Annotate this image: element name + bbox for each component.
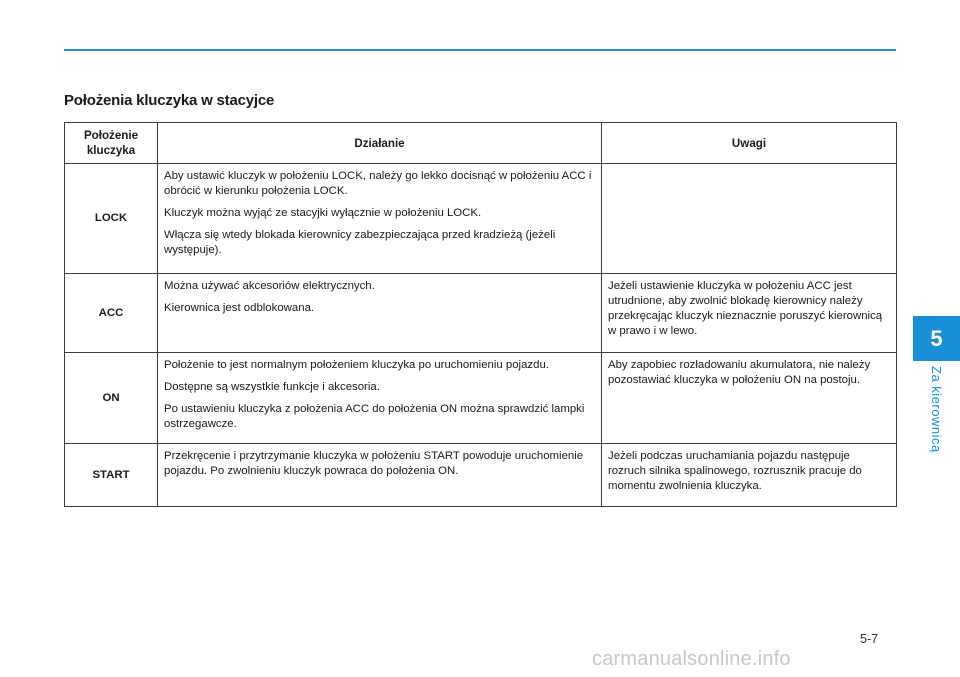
notes-cell bbox=[602, 444, 897, 507]
notes-cell bbox=[602, 274, 897, 353]
column-header-notes: Uwagi bbox=[602, 123, 897, 164]
action-text: Kluczyk można wyjąć ze stacyjki wyłącznie w położeniu LOCK. bbox=[164, 207, 482, 219]
table-row bbox=[65, 274, 897, 353]
key-positions-table bbox=[64, 122, 897, 507]
table-row bbox=[65, 353, 897, 444]
action-cell bbox=[158, 164, 602, 274]
action-text: Po ustawieniu kluczyka z położenia ACC do położenia ON można sprawdzić lampki ostrzegawcze. bbox=[164, 403, 585, 430]
header-rule bbox=[64, 49, 896, 51]
chapter-number-tab: 5 bbox=[913, 316, 960, 361]
table-row bbox=[65, 444, 897, 507]
action-text: Dostępne są wszystkie funkcje i akcesoria. bbox=[164, 381, 380, 393]
position-cell: LOCK bbox=[65, 164, 158, 274]
notes-cell bbox=[602, 353, 897, 444]
table-row bbox=[65, 164, 897, 274]
notes-text: Jeżeli podczas uruchamiania pojazdu następuje rozruch silnika spalinowego, rozrusznik pracuje do momentu zwolnienia kluczyka. bbox=[608, 450, 862, 492]
position-cell: ACC bbox=[65, 274, 158, 353]
notes-text: Jeżeli ustawienie kluczyka w położeniu ACC jest utrudnione, aby zwolnić blokadę kierownicy należy przekręcając kluczyk nieznacznie poruszyć kierownicą w prawo i w lewo. bbox=[608, 280, 883, 337]
action-text: Włącza się wtedy blokada kierownicy zabezpieczająca przed kradzieżą (jeżeli występuje). bbox=[164, 229, 556, 256]
notes-text bbox=[602, 164, 896, 174]
action-cell bbox=[158, 353, 602, 444]
action-text: Położenie to jest normalnym położeniem kluczyka po uruchomieniu pojazdu. bbox=[164, 359, 549, 371]
chapter-label: Za kierownicą bbox=[929, 366, 944, 453]
action-text: Kierownica jest odblokowana. bbox=[164, 302, 315, 314]
notes-cell bbox=[602, 164, 897, 274]
section-title: Położenia kluczyka w stacyjce bbox=[64, 92, 275, 109]
action-cell bbox=[158, 444, 602, 507]
action-text: Aby ustawić kluczyk w położeniu LOCK, należy go lekko docisnąć w położeniu ACC i obrócić w kierunku położenia LOCK. bbox=[164, 170, 592, 197]
action-cell bbox=[158, 274, 602, 353]
column-header-position bbox=[65, 123, 158, 164]
position-cell: START bbox=[65, 444, 158, 507]
action-text: Można używać akcesoriów elektrycznych. bbox=[164, 280, 375, 292]
column-header-action: Działanie bbox=[158, 123, 602, 164]
column-header-position-text: Położenie kluczyka bbox=[83, 129, 139, 157]
position-cell: ON bbox=[65, 353, 158, 444]
action-text: Przekręcenie i przytrzymanie kluczyka w położeniu START powoduje uruchomienie pojazdu. Po zwolnieniu kluczyk powraca do położenia ON. bbox=[164, 450, 584, 477]
watermark: carmanualsonline.info bbox=[592, 648, 791, 670]
page-number: 5-7 bbox=[860, 632, 879, 646]
notes-text: Aby zapobiec rozładowaniu akumulatora, nie należy pozostawiać kluczyka w położeniu ON na postoju. bbox=[608, 359, 871, 386]
table-header-row bbox=[65, 123, 897, 164]
